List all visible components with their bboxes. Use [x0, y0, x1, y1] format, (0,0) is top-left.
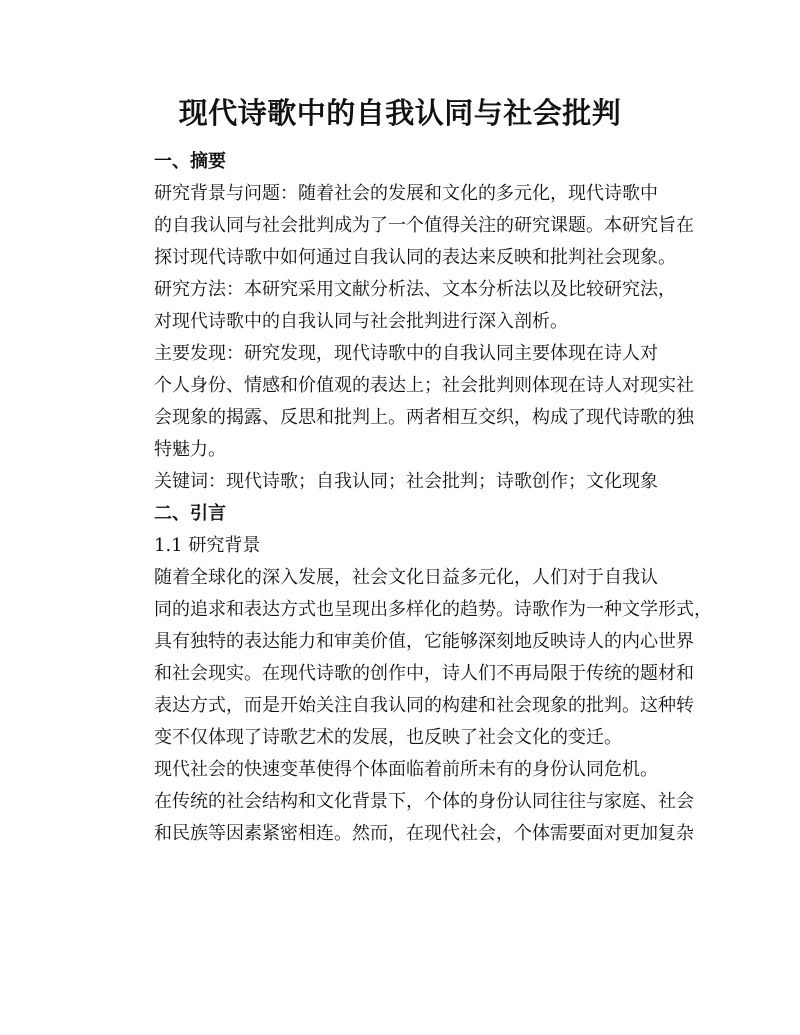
keywords-line: 关键词：现代诗歌；自我认同；社会批判；诗歌创作；文化现象: [154, 471, 658, 492]
subsection-heading: 1.1 研究背景: [154, 535, 261, 556]
intro-paragraph-1: [118, 562, 712, 754]
text-line: 特魅力。: [154, 439, 226, 460]
text-line: 对现代诗歌中的自我认同与社会批判进行深入剖析。: [154, 311, 568, 332]
text-line: 表达方式，而是开始关注自我认同的构建和社会现象的批判。这种转: [154, 695, 694, 716]
text-line: 同的追求和表达方式也呈现出多样化的趋势。诗歌作为一种文学形式，: [154, 599, 712, 620]
text-line: 个人身份、情感和价值观的表达上；社会批判则体现在诗人对现实社: [154, 375, 694, 396]
text-line: 的自我认同与社会批判成为了一个值得关注的研究课题。本研究旨在: [154, 215, 694, 236]
text-line: 和民族等因素紧密相连。然而，在现代社会，个体需要面对更加复杂: [154, 823, 694, 844]
text-line: 研究背景与问题：随着社会的发展和文化的多元化，现代诗歌中: [154, 183, 658, 204]
document-title: 现代诗歌中的自我认同与社会批判: [178, 96, 622, 130]
abstract-background-paragraph: [118, 178, 694, 274]
text-line: 和社会现实。在现代诗歌的创作中，诗人们不再局限于传统的题材和: [154, 663, 694, 684]
text-line: 具有独特的表达能力和审美价值，它能够深刻地反映诗人的内心世界: [154, 631, 694, 652]
abstract-findings-paragraph: [118, 338, 694, 466]
text-line: 在传统的社会结构和文化背景下，个体的身份认同往往与家庭、社会: [154, 791, 694, 812]
intro-paragraph-2: [118, 754, 694, 850]
text-line: 会现象的揭露、反思和批判上。两者相互交织，构成了现代诗歌的独: [154, 407, 694, 428]
text-line: 变不仅体现了诗歌艺术的发展，也反映了社会文化的变迁。: [154, 727, 622, 748]
text-line: 随着全球化的深入发展，社会文化日益多元化，人们对于自我认: [154, 567, 658, 588]
abstract-heading: 一、摘要: [154, 151, 226, 172]
abstract-method-paragraph: [118, 274, 678, 338]
text-line: 研究方法：本研究采用文献分析法、文本分析法以及比较研究法，: [154, 279, 676, 300]
text-line: 主要发现：研究发现，现代诗歌中的自我认同主要体现在诗人对: [154, 343, 658, 364]
document-body: [118, 146, 712, 850]
intro-heading: 二、引言: [154, 503, 226, 524]
text-line: 探讨现代诗歌中如何通过自我认同的表达来反映和批判社会现象。: [154, 247, 676, 268]
text-line: 现代社会的快速变革使得个体面临着前所未有的身份认同危机。: [154, 759, 658, 780]
